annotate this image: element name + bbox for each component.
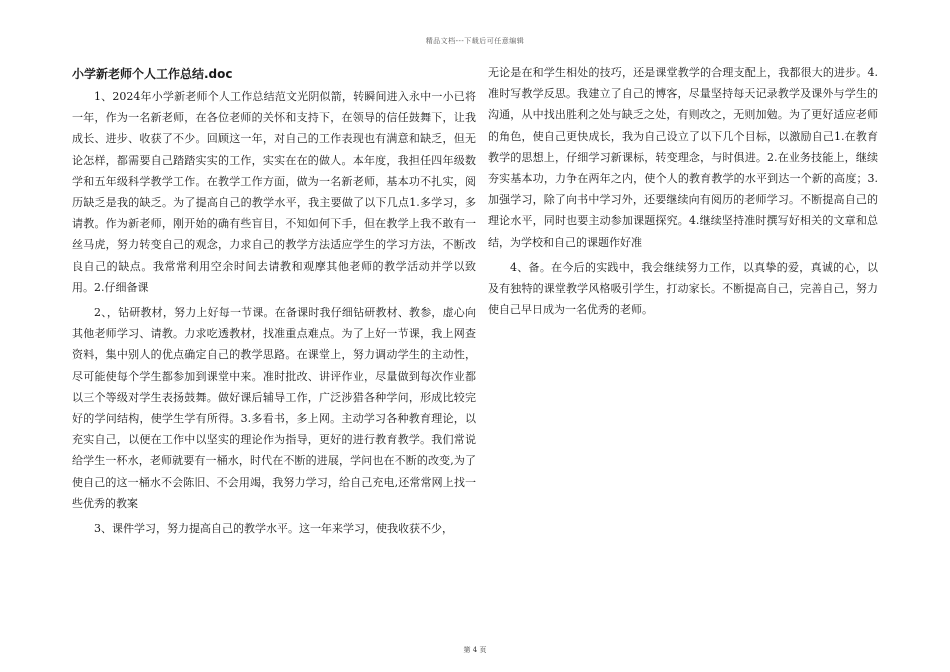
paragraph: 3、课件学习，努力提高自己的教学水平。这一年来学习，使我收获不少， (94, 522, 453, 536)
page-header: 精品文档---下载后可任意编辑 (425, 37, 525, 45)
paragraph: 2、，钻研教材，努力上好每一节课。在备课时我仔细钻研教材、教参，虚心向其他老师学习、请教。力求吃透教材，找准重点难点。为了上好一节课，我上网查资料，集中别人的优点确定自己的教学思路。在课堂上，努力调动学生的主动性，尽可能使每个学生都参加到课堂中来。准时批改、讲评作业，尽量做到每次作业都以三个等级对学生表扬鼓舞。做好课后辅导工作，广泛涉猎各种学问，形成比较完好的学问结构，使学生学有所得。3.多看书，多上网。主动学习各种教育理论，以充实自己，以便在工作中以坚实的理论作为指导，更好的进行教育教学。我们常说给学生一杯水，老师就要有一桶水，时代在不断的进展，学问也在不断的改变,为了使自己的这一桶水不会陈旧、不会用竭，我努力学习，给自己充电,还常常网上找一些优秀的教案 (72, 306, 476, 510)
right-column (488, 62, 878, 324)
paragraph: 1、2024年小学新老师个人工作总结范文光阴似箭，转瞬间进入永中一小已将一年，作为一名新老师，在各位老师的关怀和支持下，在领导的信任鼓舞下，让我成长、进步、收获了不少。回顾这一年，对自己的工作表现也有满意和缺乏，但无论怎样，都需要自己踏踏实实的工作，实实在在的做人。本年度，我担任四年级数学和五年级科学教学工作。在教学工作方面，做为一名新老师，基本功不扎实，阅历缺乏是我的缺乏。为了提高自己的教学水平，我主要做了以下几点1.多学习，多请教。作为新老师，刚开始的确有些盲目，不知如何下手，但在教学上我不敢有一丝马虎，努力转变自己的观念，力求自己的教学方法适应学生的学习方法，不断改良自己的缺点。我常常利用空余时间去请教和观摩其他老师的教学活动并学以致用。2.仔细备课 (72, 90, 476, 294)
document-title: 小学新老师个人工作总结.doc (72, 67, 233, 81)
paragraph: 4、备。在今后的实践中，我会继续努力工作，以真挚的爱，真诚的心，以及有独特的课堂教学风格吸引学生，打动家长。不断提高自己，完善自己，努力使自己早日成为一名优秀的老师。 (488, 260, 878, 317)
page-number: 第 4 页 (463, 646, 487, 654)
left-column (72, 62, 476, 543)
paragraph: 无论是在和学生相处的技巧，还是课堂教学的合理支配上，我都很大的进步。4.准时写教学反思。我建立了自己的博客，尽量坚持每天记录教学及课外与学生的沟通，从中找出胜利之处与缺乏之处，有则改之，无则加勉。为了更好适应老师的角色，使自己更快成长，我为自己设立了以下几个目标，以激励自己1.在教育教学的思想上，仔细学习新课标，转变理念，与时俱进。2.在业务技能上，继续夯实基本功，力争在两年之内，使个人的教育教学的水平到达一个新的高度；3.加强学习，除了向书中学习外，还要继续向有阅历的老师学习。不断提高自己的理论水平，同时也要主动参加课题探究。4.继续坚持准时撰写好相关的文章和总结，为学校和自己的课题作好准 (488, 66, 878, 249)
